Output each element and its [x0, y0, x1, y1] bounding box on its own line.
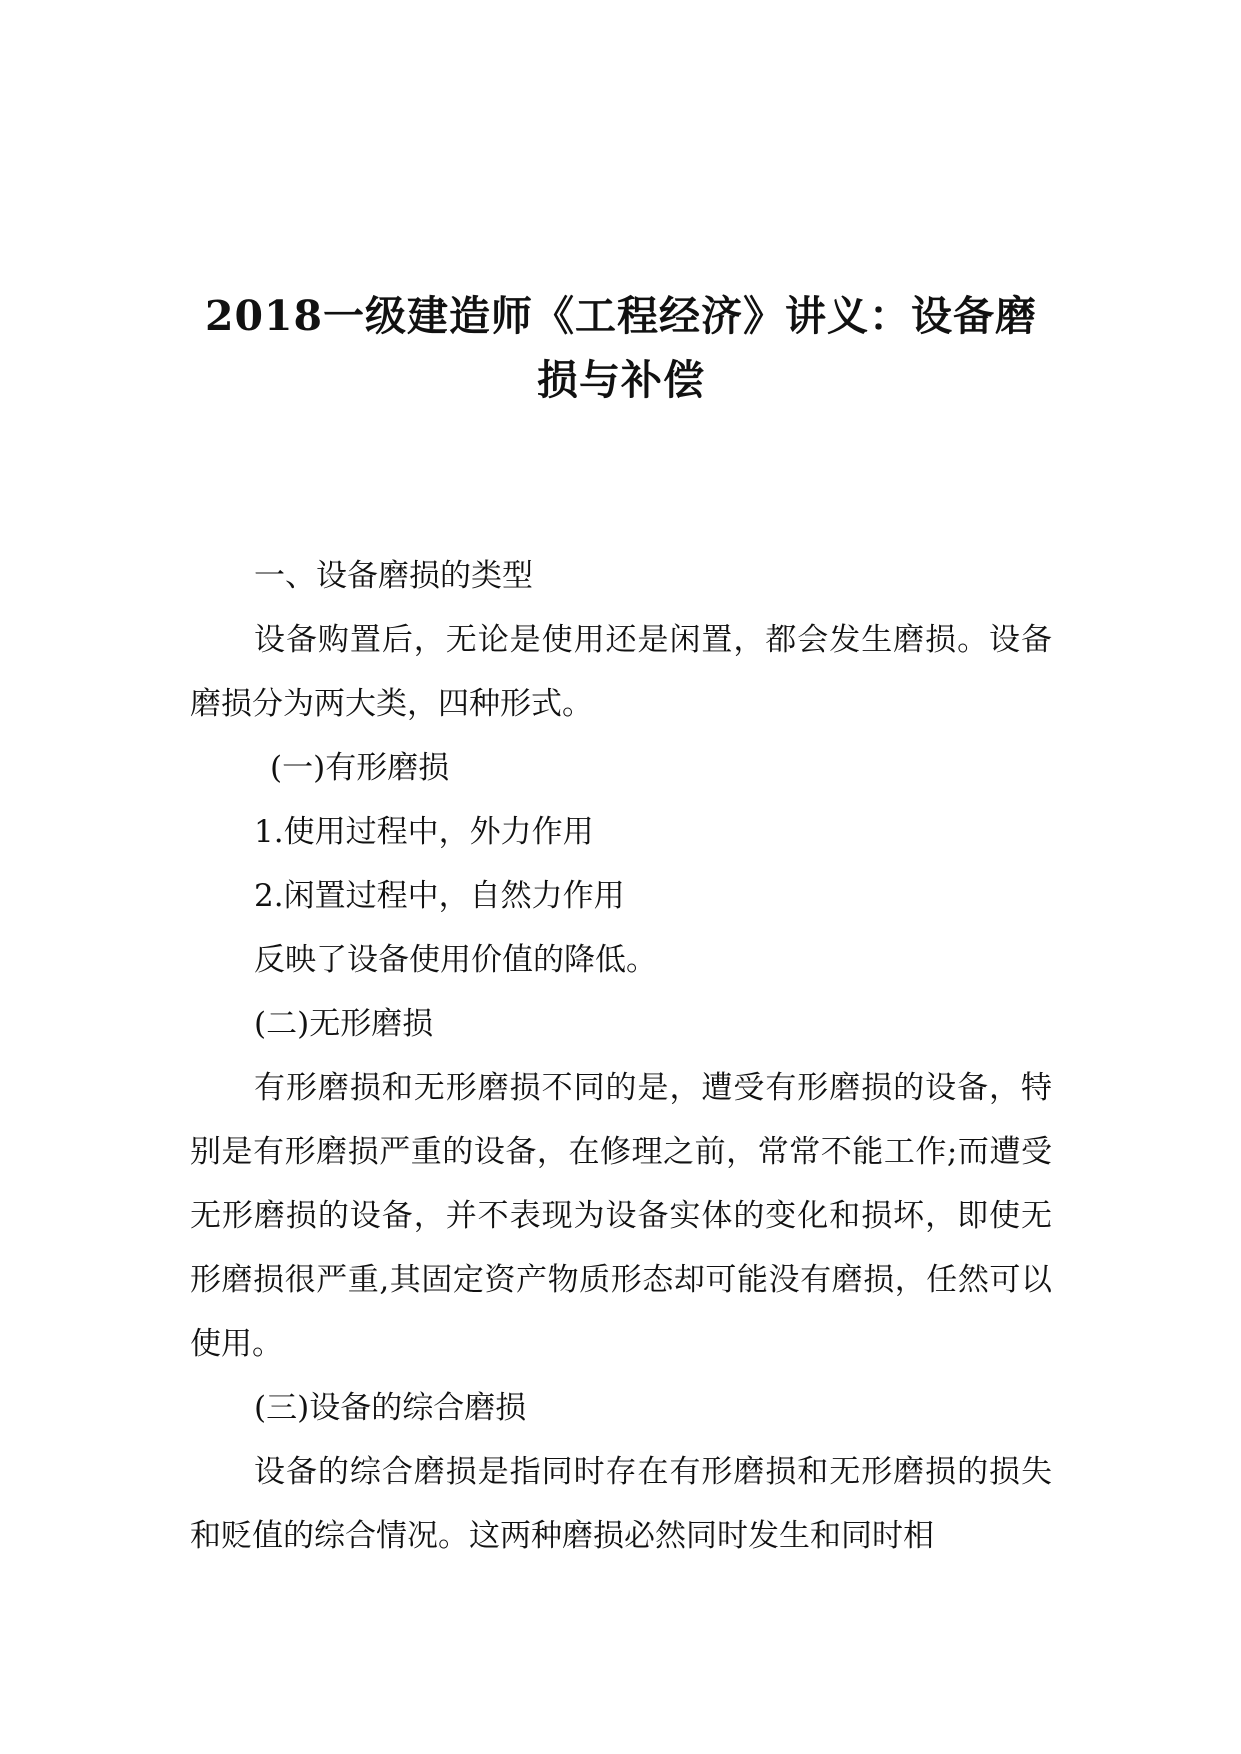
paragraph: 设备的综合磨损是指同时存在有形磨损和无形磨损的损失和贬值的综合情况。这两种磨损必然同时发生和同时相 — [190, 1454, 1052, 1554]
list-item: 1.使用过程中，外力作用 — [254, 814, 594, 850]
paragraph: 设备购置后，无论是使用还是闲置，都会发生磨损。设备磨损分为两大类，四种形式。 — [190, 622, 1052, 722]
list-item: 2.闲置过程中，自然力作用 — [254, 878, 625, 914]
document-title: 2018一级建造师《工程经济》讲义：设备磨损与补偿 — [204, 292, 1038, 404]
paragraph: 有形磨损和无形磨损不同的是，遭受有形磨损的设备，特别是有形磨损严重的设备，在修理之前，常常不能工作;而遭受无形磨损的设备，并不表现为设备实体的变化和损坏，即使无形磨损很严重,其固定资产物质形态却可能没有磨损，任然可以使用。 — [190, 1070, 1052, 1362]
subsection-heading: (二)无形磨损 — [254, 1006, 434, 1042]
paragraph: 反映了设备使用价值的降低。 — [254, 942, 657, 978]
subsection-heading: (一)有形磨损 — [270, 750, 450, 786]
section-heading: 一、设备磨损的类型 — [254, 558, 533, 594]
document-body — [190, 544, 1052, 1568]
subsection-heading: (三)设备的综合磨损 — [254, 1390, 527, 1426]
